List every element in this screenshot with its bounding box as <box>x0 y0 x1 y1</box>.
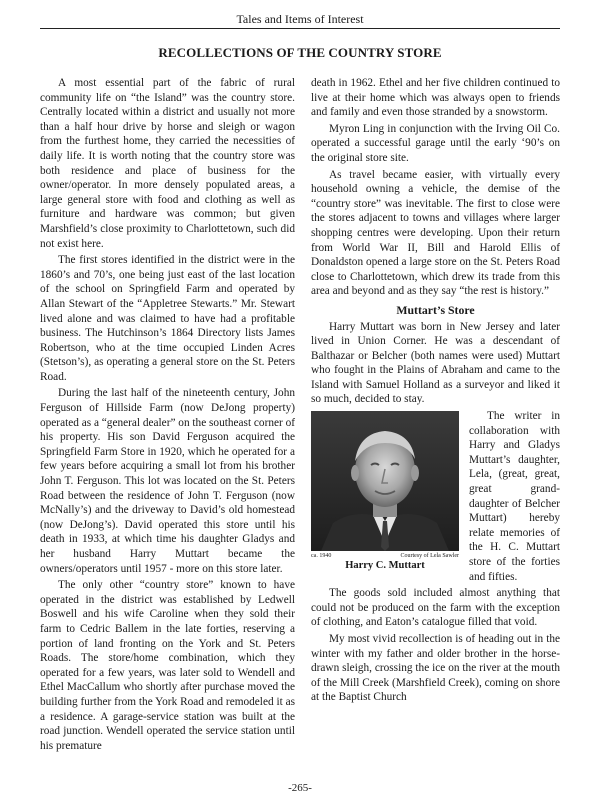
photo-figure <box>311 411 459 572</box>
paragraph: The writer in collaboration with Harry and Gladys Muttart’s daughter, Lela, (great, great, great grand-daughter of Belcher Muttart) hereby relate memories of the H. C. Muttart store of the forties and fifties. <box>469 410 560 583</box>
section-heading: Muttart’s Store <box>396 302 475 317</box>
header-rule <box>40 28 560 29</box>
paragraph: My most vivid recollection is of heading out in the winter with my father and older brother in the horse-drawn sleigh, crossing the ice on the river at the mouth of the Mill Creek (Marshfield Creek), coming on shore at the Baptist Church <box>311 632 560 704</box>
page-number: -265- <box>288 782 312 794</box>
paragraph: During the last half of the nineteenth century, John Ferguson of Hillside Farm (now DeJong property) operated as a “general dealer” on the southeast corner of his property. His son David Ferguson acquired the Springfield Farm Store in 1920, which he operated for a few years before acquiring a small lot from his brother John T. Ferguson. This lot was located on the St. Peters Road between the residence of John T. Ferguson (now McNally’s) and the driveway to David’s old homestead (now DeJong’s). David operated this store until his death in 1933, at which time his daughter Gladys and her husband Harry Muttart became the owners/operators until 1957 - more on this store later. <box>40 387 295 575</box>
photo-credit-line <box>311 552 459 560</box>
photo-caption: Harry C. Muttart <box>345 560 425 572</box>
running-header: Tales and Items of Interest <box>236 12 364 26</box>
right-column <box>311 76 560 707</box>
paragraph: The goods sold included almost anything that could not be produced on the farm with the exception of clothing, and Eaton’s catalogue filled that void. <box>311 587 560 629</box>
left-column <box>40 76 295 755</box>
photo-credit: Courtesy of Lela Sawler <box>400 553 459 560</box>
paragraph: Myron Ling in conjunction with the Irving Oil Co. operated a successful garage until the early ‘90’s on the original store site. <box>311 122 560 164</box>
paragraph: The only other “country store” known to have operated in the district was established by Ledwell Boswell and his wife Caroline when they sold their farm to Cedric Ballem in the late forties, reserving a portion of land fronting on the York and St. Peters Roads. The store/home combination, which they operated for a few years, was later sold to Wendell and Ethel MacCallum who shortly after purchase moved the building further from the York Road and remodeled it as a residence. A garage-service station was built at the road junction. Wendell operated the service station until his premature <box>40 579 295 752</box>
paragraph: The first stores identified in the district were in the 1860’s and 70’s, one being just east of the last location of the school on Springfield Farm and operated by Allan Stewart of the “Appletree Stewarts.” Mr. Stewart lived alone and was claimed to have had a profitable business. The Hutchinson’s 1864 Directory lists James Robertson, who at the time occupied Linden Acres (Stetson’s), as operating a general store on the St. Peters Road. <box>40 254 295 383</box>
paragraph: A most essential part of the fabric of rural community life on “the Island” was the country store. Centrally located within a district and usually not more than a half hour drive by horse and sleigh or wagon from the furthest home, they carried the necessities of daily life. It is worth noting that the country store was both residence and place of business for the owner/operator. In more densely populated areas, a large general store with food and clothing as well as furniture and hardware was common; but given Marshfield’s close proximity to Charlottetown, such did not exist here. <box>40 77 295 250</box>
article-title: RECOLLECTIONS OF THE COUNTRY STORE <box>158 45 442 60</box>
paragraph: death in 1962. Ethel and her five children continued to live at their home which was always open to friends and family and even those stranded by a snowstorm. <box>311 77 560 119</box>
portrait-photo <box>311 411 459 551</box>
paragraph: As travel became easier, with virtually every household owning a vehicle, the demise of the “country store” was inevitable. The first to close were the stores adjacent to towns and villages where larger shopping centres were developing. Upon their return from World War II, Bill and Harold Ellis of Donaldston opened a large store on the St. Peters Road close to Charlottetown, which drew its trade from this area and beyond and as they say “the rest is history.” <box>311 168 560 298</box>
paragraph: Harry Muttart was born in New Jersey and later lived in Union Corner. He was a descendant of Balthazar or Belcher (both names were used) Muttart who fought in the Plains of Abraham and came to the Island with Samuel Holland as a surveyor and liked it so much, decided to stay. <box>311 320 560 406</box>
photo-date: ca. 1940 <box>311 553 332 560</box>
